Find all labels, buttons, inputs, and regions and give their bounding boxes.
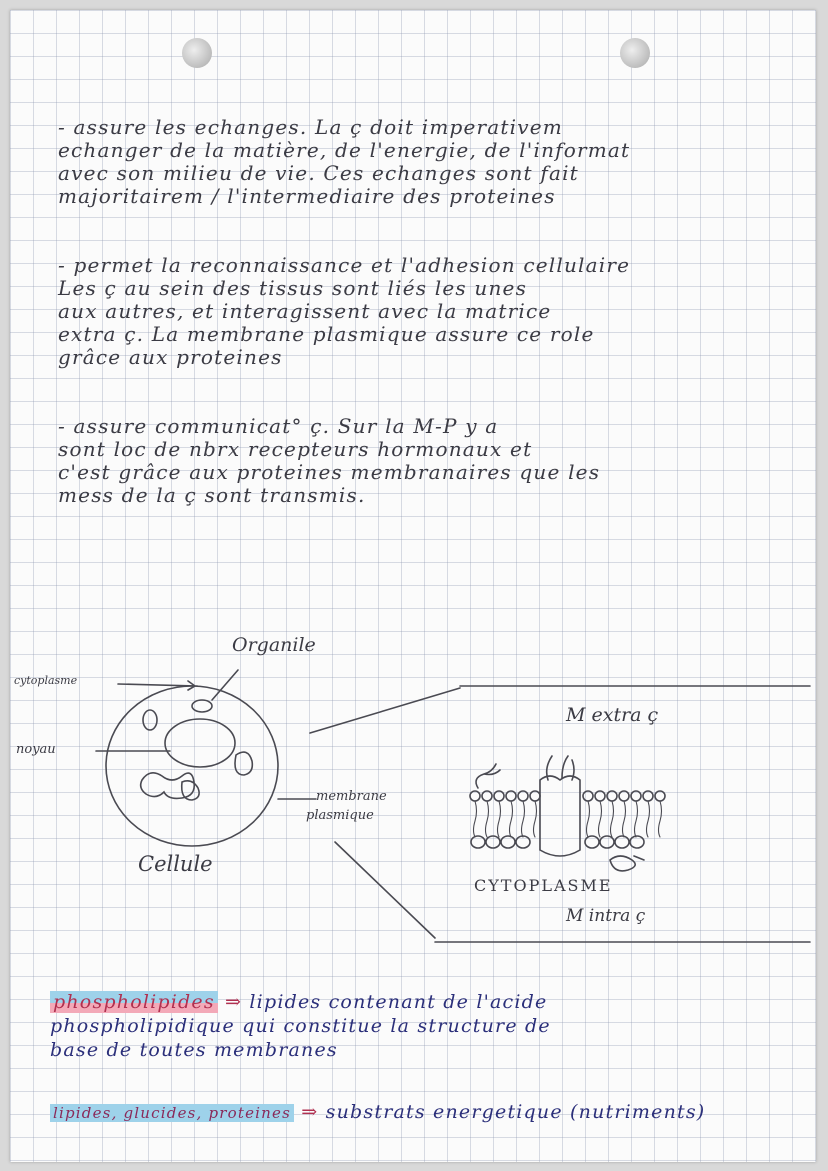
definition-nutriments [50, 1100, 705, 1125]
label-cellule: Cellule [138, 852, 213, 876]
label-cytoplasme: cytoplasme [14, 674, 78, 687]
label-plasmique: plasmique [306, 808, 374, 823]
definition-phospholipides [50, 990, 551, 1062]
nucleus-shape [165, 719, 235, 767]
definition-text: lipides contenant de l'acide [249, 991, 548, 1013]
text-line: - assure communicat° ç. Sur la M-P y a [58, 414, 499, 438]
definition-text: substrats energetique (nutriments) [325, 1101, 706, 1123]
label-cytoplasme-caps: CYTOPLASME [474, 876, 613, 895]
phospholipid-heads-bottom [471, 836, 644, 848]
zoom-line-bottom [335, 842, 435, 938]
organelle-shape [182, 781, 199, 800]
label-noyau: noyau [16, 742, 56, 757]
text-line: echanger de la matière, de l'energie, de l'informat [58, 138, 631, 162]
organelle-shape [141, 773, 195, 799]
phospholipid-tails [474, 801, 662, 837]
definition-line [50, 990, 551, 1014]
label-m-intra: M intra ç [566, 906, 646, 926]
text-line: aux autres, et interagissent avec la matrice [58, 299, 552, 323]
phospholipid-heads-top [470, 791, 665, 801]
cytoplasme-pointer [118, 681, 195, 690]
text-line: avec son milieu de vie. Ces echanges sont fait [58, 161, 579, 185]
text-line: sont loc de nbrx recepteurs hormonaux et [58, 437, 533, 461]
arrow-icon: ⇒ [301, 1101, 319, 1123]
text-line: - assure les echanges. La ç doit imperativem [58, 115, 563, 139]
transmembrane-protein [540, 776, 580, 856]
label-m-extra: M extra ç [566, 704, 659, 726]
term-phospholipides: phospholipides [50, 991, 218, 1013]
arrow-icon: ⇒ [225, 991, 243, 1013]
organelle-shape [143, 710, 157, 730]
organelle-shape [235, 752, 252, 775]
peripheral-protein [610, 856, 644, 871]
text-line: majoritairem / l'intermediaire des proteines [58, 184, 556, 208]
glycolipid [476, 764, 500, 788]
definition-line: base de toutes membranes [50, 1039, 338, 1061]
label-membrane: membrane [316, 789, 387, 804]
zoom-line-top [310, 688, 460, 733]
term-lipides-glucides-proteines: lipides, glucides, proteines [50, 1104, 294, 1122]
text-line: mess de la ç sont transmis. [58, 483, 366, 507]
organelle-shape [192, 700, 212, 712]
definition-line: phospholipidique qui constitue la structure de [50, 1015, 551, 1037]
label-organite: Organile [232, 634, 316, 656]
text-line: - permet la reconnaissance et l'adhesion cellulaire [58, 253, 631, 277]
text-line: c'est grâce aux proteines membranaires que les [58, 460, 601, 484]
notebook-page [10, 10, 816, 1162]
text-line: extra ç. La membrane plasmique assure ce role [58, 322, 595, 346]
text-line: Les ç au sein des tissus sont liés les unes [58, 276, 528, 300]
text-line: grâce aux proteines [58, 345, 283, 369]
